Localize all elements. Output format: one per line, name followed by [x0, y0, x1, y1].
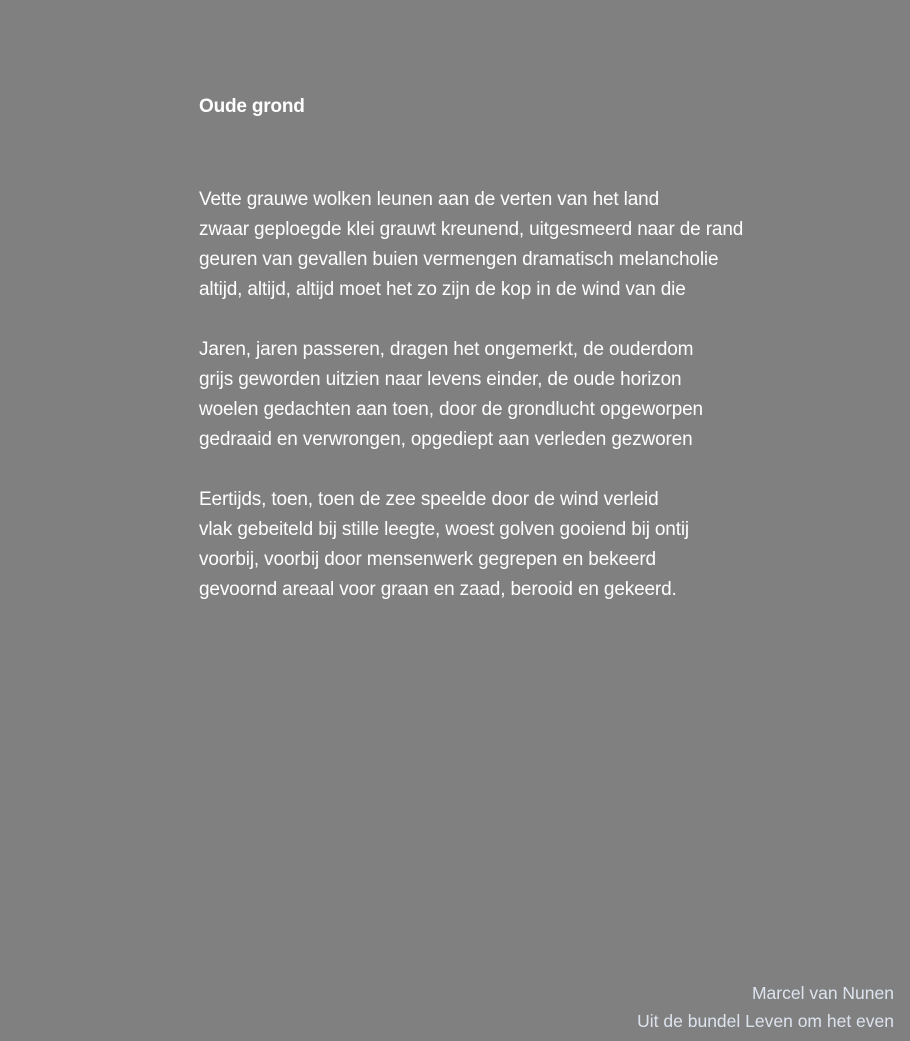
poem-line: voorbij, voorbij door mensenwerk gegrepen en bekeerd [199, 549, 656, 570]
poem-line: grijs geworden uitzien naar levens einder, de oude horizon [199, 369, 682, 390]
poem-line: woelen gedachten aan toen, door de grondlucht opgeworpen [199, 399, 703, 420]
poem-line: zwaar geploegde klei grauwt kreunend, uitgesmeerd naar de rand [199, 219, 744, 240]
poem-credit [637, 979, 894, 1035]
stanza-2 [199, 335, 899, 455]
poem-line: gevoornd areaal voor graan en zaad, berooid en gekeerd. [199, 579, 677, 600]
poem-line: Vette grauwe wolken leunen aan de verten van het land [199, 189, 659, 210]
poem-line: altijd, altijd, altijd moet het zo zijn de kop in de wind van die [199, 279, 686, 300]
stanza-1 [199, 185, 899, 305]
poem-line: Eertijds, toen, toen de zee speelde door de wind verleid [199, 489, 659, 510]
poem-line: vlak gebeiteld bij stille leegte, woest golven gooiend bij ontij [199, 519, 689, 540]
poem-body [199, 185, 899, 635]
poem-line: Jaren, jaren passeren, dragen het ongemerkt, de ouderdom [199, 339, 694, 360]
source-collection: Uit de bundel Leven om het even [637, 1011, 894, 1031]
author-name: Marcel van Nunen [751, 983, 894, 1003]
stanza-3 [199, 485, 899, 605]
poem-title: Oude grond [199, 96, 305, 117]
poem-line: geuren van gevallen buien vermengen dramatisch melancholie [199, 249, 719, 270]
poem-line: gedraaid en verwrongen, opgediept aan verleden gezworen [199, 429, 693, 450]
